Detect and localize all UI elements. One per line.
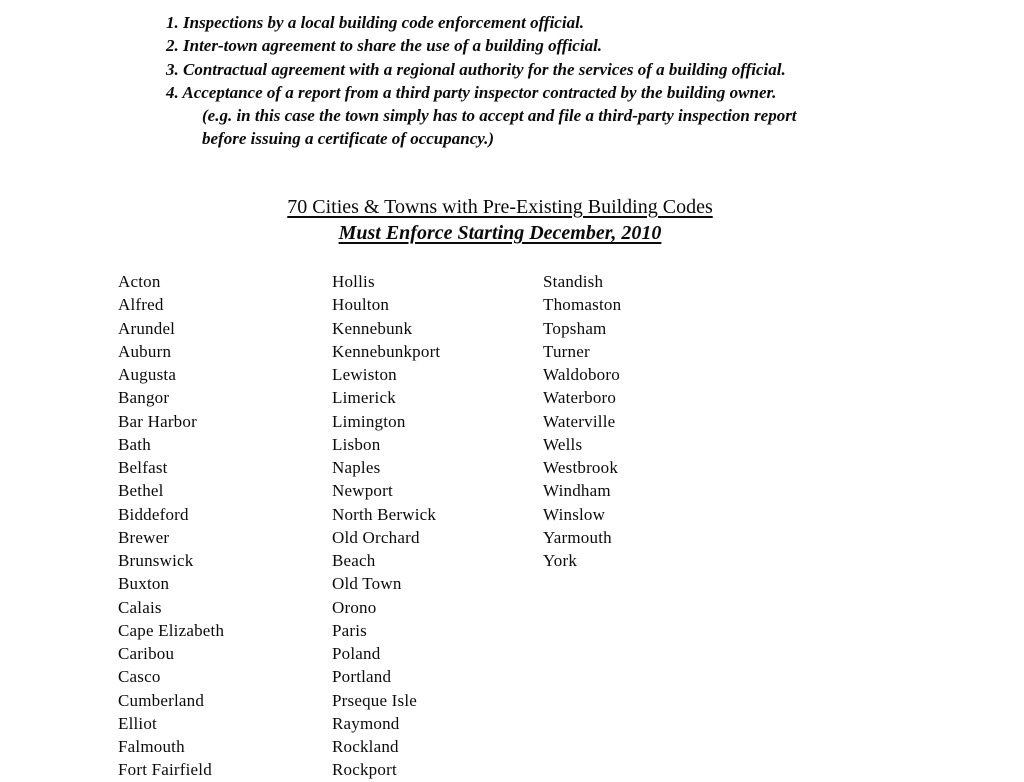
city-name: Waterville: [543, 411, 616, 431]
city-name: Lewiston: [332, 365, 397, 384]
city-column-1: [118, 270, 224, 782]
city-name: Hollis: [332, 272, 375, 291]
city-name: Arundel: [118, 318, 176, 338]
city-name: Kennebunkport: [332, 341, 441, 361]
city-name: Augusta: [118, 365, 177, 384]
city-name: Limerick: [332, 388, 396, 408]
intro-list-item: 4. Acceptance of a report from a third party inspector contracted by the building owner.: [166, 82, 777, 102]
city-name: Fort Fairfield: [118, 760, 212, 780]
city-name: Prseque Isle: [332, 690, 418, 710]
city-name: Alfred: [118, 295, 164, 315]
city-name: Orono: [332, 597, 377, 617]
page-title: 70 Cities & Towns with Pre-Existing Building Codes: [287, 196, 713, 218]
page-subtitle: Must Enforce Starting December, 2010: [338, 222, 662, 244]
city-name: Westbrook: [543, 458, 619, 477]
city-name: Standish: [543, 272, 604, 291]
city-name: Houlton: [332, 295, 390, 315]
intro-note-line: (e.g. in this case the town simply has to accept and file a third-party inspection report: [202, 106, 797, 125]
intro-list-item: 3. Contractual agreement with a regional authority for the services of a building official.: [166, 59, 786, 79]
city-column-3: [543, 270, 621, 572]
page-title-line: [0, 194, 1012, 220]
city-name: Bar Harbor: [118, 411, 197, 431]
city-name: Cumberland: [118, 690, 205, 710]
city-name: Casco: [118, 667, 161, 687]
city-name: North Berwick: [332, 504, 437, 524]
city-name: Rockland: [332, 737, 399, 756]
city-name: Limington: [332, 411, 406, 431]
city-name: Thomaston: [543, 295, 622, 315]
city-name: Raymond: [332, 713, 400, 733]
city-name: Elliot: [118, 713, 157, 733]
city-name: Kennebunk: [332, 318, 413, 338]
city-name: Old Town: [332, 574, 402, 594]
city-name: Windham: [543, 481, 611, 501]
city-name: Buxton: [118, 574, 170, 594]
city-name: Portland: [332, 667, 392, 687]
city-column-2: [332, 270, 440, 782]
city-name: Old Orchard: [332, 527, 420, 547]
city-name: Biddeford: [118, 504, 189, 524]
city-name: Poland: [332, 644, 381, 663]
city-name: Yarmouth: [543, 527, 612, 547]
city-name: Waldoboro: [543, 365, 620, 384]
intro-numbered-list: [166, 11, 786, 104]
city-name: Brewer: [118, 527, 170, 547]
intro-note: [202, 104, 797, 151]
city-name: Acton: [118, 272, 161, 291]
city-name: Auburn: [118, 341, 172, 361]
city-name: Waterboro: [543, 388, 617, 408]
page-subtitle-line: [0, 220, 1012, 246]
city-name: Naples: [332, 458, 381, 477]
city-name: York: [543, 551, 578, 570]
city-name: Lisbon: [332, 434, 381, 454]
city-name: Paris: [332, 620, 367, 640]
city-name: Winslow: [543, 504, 606, 524]
intro-list-item: 1. Inspections by a local building code enforcement official.: [166, 13, 585, 32]
intro-note-line: before issuing a certificate of occupancy.): [202, 129, 495, 149]
heading-block: [0, 194, 1012, 246]
city-name: Falmouth: [118, 737, 185, 756]
intro-list-item: 2. Inter-town agreement to share the use of a building official.: [166, 36, 603, 56]
city-name: Caribou: [118, 644, 175, 663]
city-name: Rockport: [332, 760, 397, 780]
city-name: Calais: [118, 597, 162, 617]
city-name: Newport: [332, 481, 393, 501]
city-name: Bath: [118, 434, 151, 454]
city-name: Beach: [332, 551, 376, 570]
city-name: Bangor: [118, 388, 170, 408]
city-name: Topsham: [543, 318, 607, 338]
city-name: Bethel: [118, 481, 164, 501]
city-name: Belfast: [118, 458, 168, 477]
city-name: Wells: [543, 434, 583, 454]
city-name: Brunswick: [118, 551, 194, 570]
city-name: Turner: [543, 341, 590, 361]
city-name: Cape Elizabeth: [118, 620, 225, 640]
